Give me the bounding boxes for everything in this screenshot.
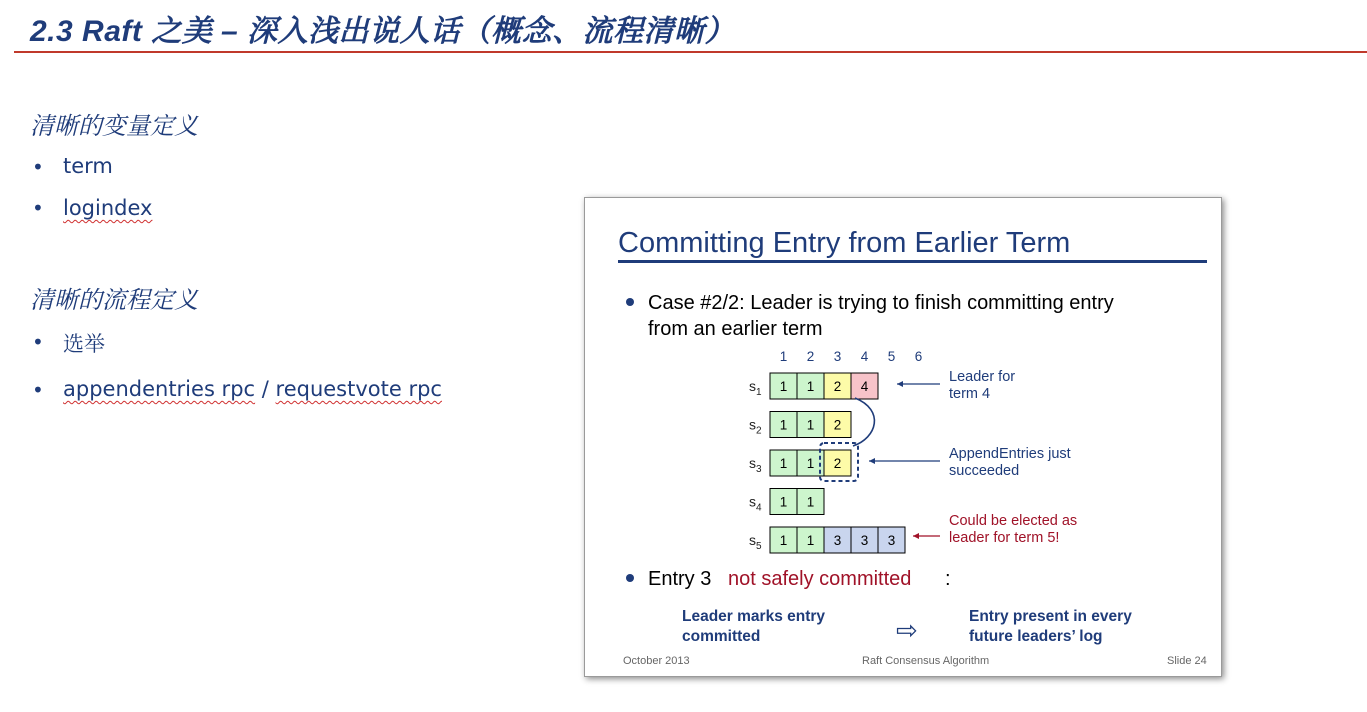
section-heading-variables: 清晰的变量定义 xyxy=(30,112,198,140)
log-entry-term: 1 xyxy=(779,417,788,433)
title-underline xyxy=(14,51,1367,53)
log-entry-term: 1 xyxy=(806,456,815,471)
slide-footer-title: Raft Consensus Algorithm xyxy=(862,655,990,667)
log-entry-term: 1 xyxy=(806,494,815,510)
log-entry-term: 1 xyxy=(779,379,788,394)
log-entry-term: 1 xyxy=(806,533,815,548)
log-entry-term: 2 xyxy=(833,379,842,394)
annotation-elected-line1: Could be elected as xyxy=(949,513,1078,529)
rule-right-line1: Entry present in every xyxy=(969,608,1132,625)
bullet-dot: • xyxy=(32,330,44,354)
list-item-rpcs xyxy=(63,377,442,401)
annotation-elected-line2: leader for term 5! xyxy=(949,530,1060,546)
log-entry-term: 1 xyxy=(806,379,815,394)
log-entry-term: 4 xyxy=(860,379,869,394)
server-label: $s_4$ xyxy=(749,493,762,514)
rule-arrow-icon: ⇨ xyxy=(896,615,918,645)
slide-bullet1-line2: from an earlier term xyxy=(648,318,823,340)
page-title: 2.3 Raft 之美 – 深入浅出说人话（概念、流程清晰） xyxy=(30,15,736,48)
append-arrowhead xyxy=(869,458,875,464)
rule-left-line2: committed xyxy=(682,628,761,645)
slide-bullet2-prefix: Entry 3 xyxy=(648,568,712,590)
log-entry-term: 1 xyxy=(779,533,788,548)
leader-arrowhead xyxy=(897,381,903,387)
rule-right-line2: future leaders’ log xyxy=(969,628,1103,645)
rpc-separator: / xyxy=(261,377,269,401)
slide-footer-date: October 2013 xyxy=(623,655,690,667)
bullet-dot: • xyxy=(32,196,44,220)
slide-bullet-dot xyxy=(626,298,634,306)
log-index-label: 4 xyxy=(860,349,869,364)
embedded-slide xyxy=(584,197,1222,677)
slide-title: Committing Entry from Earlier Term xyxy=(618,227,1071,259)
slide-bullet2-suffix: : xyxy=(945,568,951,590)
list-item-election: 选举 xyxy=(63,332,105,356)
elected-arrowhead xyxy=(913,533,919,539)
log-index-label: 1 xyxy=(779,349,788,364)
bullet-dot: • xyxy=(32,155,44,179)
slide-footer-number: Slide 24 xyxy=(1167,655,1207,667)
rule-left-line1: Leader marks entry xyxy=(682,608,826,625)
annotation-leader-line1: Leader for xyxy=(949,369,1016,385)
log-index-label: 3 xyxy=(833,349,842,364)
server-label: $s_2$ xyxy=(749,416,762,437)
log-index-label: 6 xyxy=(914,349,923,364)
section-heading-processes: 清晰的流程定义 xyxy=(30,286,198,314)
log-index-label: 2 xyxy=(806,349,815,364)
server-label: $s_5$ xyxy=(749,532,762,552)
log-entry-term: 3 xyxy=(833,533,842,548)
annotation-leader-line2: term 4 xyxy=(949,386,991,402)
slide-canvas xyxy=(585,198,1221,676)
list-item-logindex: logindex xyxy=(63,196,153,220)
log-entry-term: 2 xyxy=(833,456,842,471)
log-entry-term: 1 xyxy=(779,494,788,510)
rpc-requestvote: requestvote rpc xyxy=(275,377,442,401)
bullet-dot: • xyxy=(32,378,44,402)
slide-bullet1-line1: Case #2/2: Leader is trying to finish committing entry xyxy=(648,292,1114,314)
list-item-term: term xyxy=(63,154,113,178)
replication-curve xyxy=(853,398,874,446)
log-index-labels xyxy=(780,349,923,364)
slide-bullet2-highlight: not safely committed xyxy=(728,568,912,590)
log-grid xyxy=(749,373,905,553)
annotation-append-line1: AppendEntries just xyxy=(949,446,1071,462)
log-entry-term: 1 xyxy=(806,417,815,433)
rpc-appendentries: appendentries rpc xyxy=(63,377,256,401)
log-entry-term: 1 xyxy=(779,456,788,471)
log-entry-term: 2 xyxy=(833,417,842,433)
log-index-label: 5 xyxy=(887,349,896,364)
slide-bullet-dot xyxy=(626,574,634,582)
annotation-append-line2: succeeded xyxy=(949,463,1020,479)
log-entry-term: 3 xyxy=(887,533,896,548)
server-label: $s_1$ xyxy=(749,378,762,398)
log-entry-term: 3 xyxy=(860,533,869,548)
slide-title-rule xyxy=(618,260,1207,263)
server-label: $s_3$ xyxy=(749,455,762,475)
